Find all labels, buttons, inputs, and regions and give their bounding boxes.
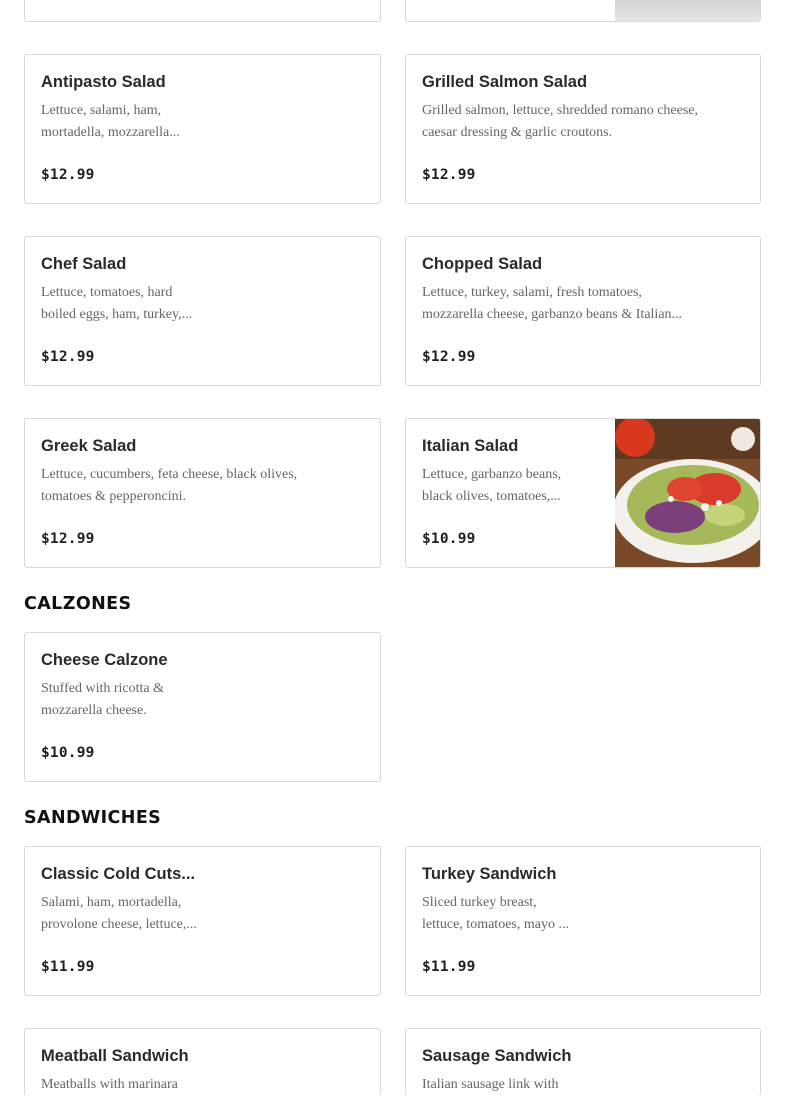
item-description: Lettuce, tomatoes, hard boiled eggs, ham, turkey,...	[41, 285, 193, 322]
item-description: Lettuce, salami, ham, mortadella, mozzarella...	[41, 103, 180, 140]
item-description: Grilled salmon, lettuce, shredded romano cheese, caesar dressing & garlic croutons.	[422, 103, 699, 140]
item-title: Meatball Sandwich	[41, 1047, 189, 1065]
item-description: Lettuce, garbanzo beans, black olives, tomatoes,...	[422, 467, 562, 504]
item-description: Meatballs with marinara	[41, 1077, 178, 1092]
item-title: Turkey Sandwich	[422, 865, 557, 883]
menu-item-chopped-salad[interactable]	[405, 236, 761, 386]
salad-photo-graphic	[615, 419, 760, 567]
menu-item-antipasto-salad[interactable]	[24, 54, 381, 204]
plate-photo	[615, 0, 760, 21]
item-price: $11.99	[422, 959, 476, 975]
item-title: Greek Salad	[41, 437, 137, 455]
item-title: Classic Cold Cuts...	[41, 865, 196, 883]
item-title: Chopped Salad	[422, 255, 543, 273]
menu-item-card-partial-right[interactable]	[405, 0, 761, 22]
item-price: $12.99	[422, 349, 476, 365]
item-price: $12.99	[41, 167, 95, 183]
item-price: $11.99	[41, 959, 95, 975]
menu-item-classic-cold-cuts[interactable]	[24, 846, 381, 996]
item-price: $12.99	[422, 167, 476, 183]
item-description: Italian sausage link with	[422, 1077, 559, 1092]
section-heading-sandwiches: SANDWICHES	[24, 808, 162, 828]
item-price: $12.99	[41, 531, 95, 547]
menu-item-cheese-calzone[interactable]	[24, 632, 381, 782]
item-title: Grilled Salmon Salad	[422, 73, 588, 91]
menu-item-meatball-sandwich[interactable]	[24, 1028, 381, 1096]
item-description: Salami, ham, mortadella, provolone cheese, lettuce,...	[41, 895, 197, 932]
item-title: Antipasto Salad	[41, 73, 166, 91]
item-price: $10.99	[422, 531, 476, 547]
menu-item-chef-salad[interactable]	[24, 236, 381, 386]
item-title: Italian Salad	[422, 437, 519, 455]
section-heading-calzones: CALZONES	[24, 594, 132, 614]
item-description: Stuffed with ricotta & mozzarella cheese.	[41, 681, 164, 718]
menu-item-grilled-salmon-salad[interactable]	[405, 54, 761, 204]
menu-item-turkey-sandwich[interactable]	[405, 846, 761, 996]
item-title: Sausage Sandwich	[422, 1047, 572, 1065]
menu-item-greek-salad[interactable]	[24, 418, 381, 568]
item-description: Lettuce, turkey, salami, fresh tomatoes, mozzarella cheese, garbanzo beans & Italian...	[422, 285, 683, 322]
item-description: Sliced turkey breast, lettuce, tomatoes, mayo ...	[422, 895, 569, 932]
menu-item-italian-salad[interactable]	[405, 418, 761, 568]
menu-item-card-partial-left[interactable]	[24, 0, 381, 22]
salad-photo	[615, 419, 760, 567]
item-title: Chef Salad	[41, 255, 127, 273]
menu-item-sausage-sandwich[interactable]	[405, 1028, 761, 1096]
item-price: $10.99	[41, 745, 95, 761]
item-title: Cheese Calzone	[41, 651, 168, 669]
item-description: Lettuce, cucumbers, feta cheese, black olives, tomatoes & pepperoncini.	[41, 467, 298, 504]
item-price: $12.99	[41, 349, 95, 365]
